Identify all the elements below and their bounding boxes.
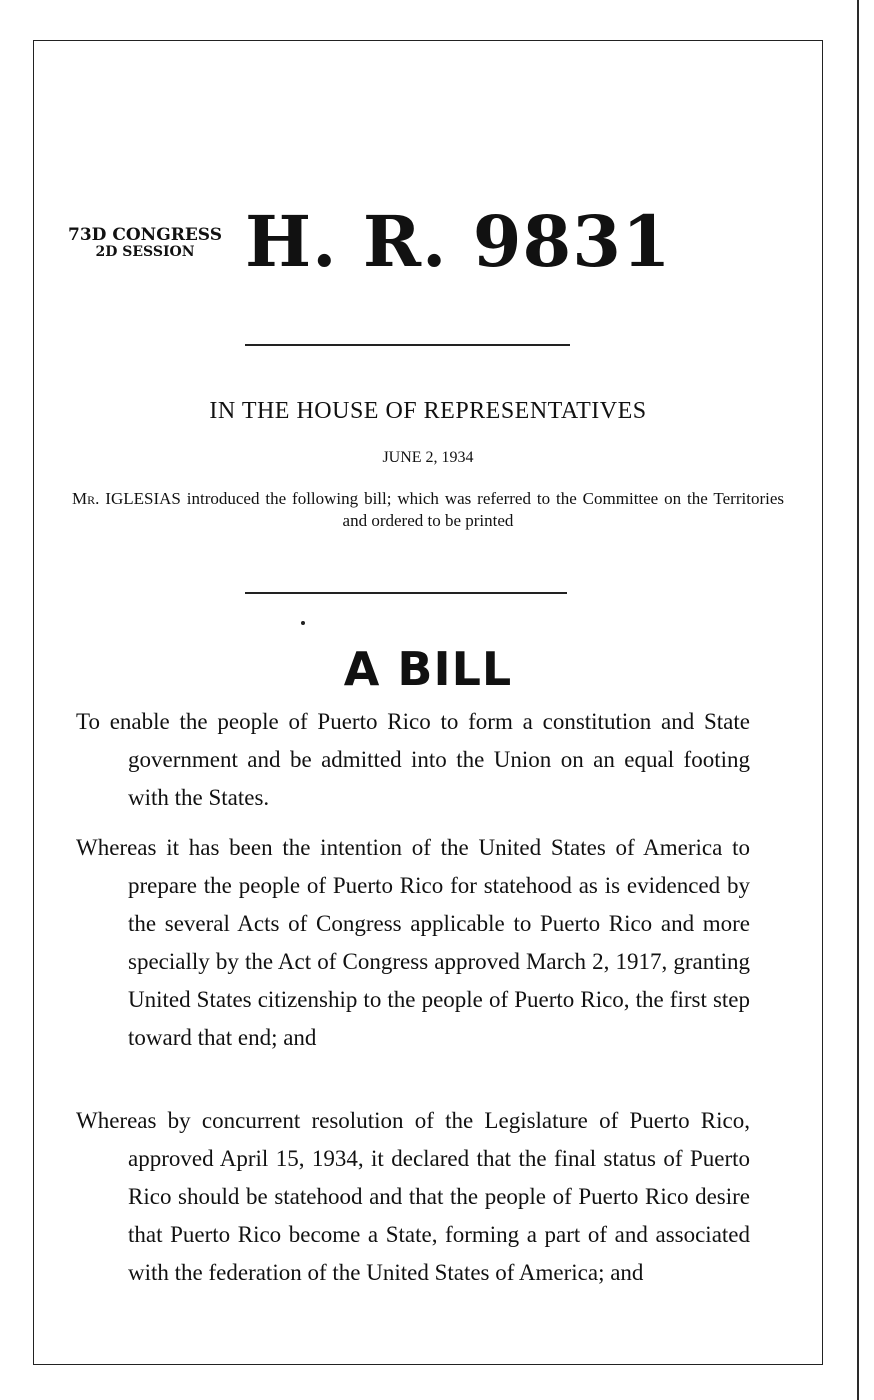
sponsor-name: Mr. IGLESIAS	[72, 489, 181, 508]
divider-rule-bottom	[245, 592, 567, 594]
bill-heading: A BILL	[343, 642, 513, 696]
introduction-statement	[72, 488, 784, 532]
congress-label: 73D CONGRESS	[68, 225, 222, 245]
session-label: 2D SESSION	[95, 243, 195, 260]
divider-rule-top	[245, 344, 570, 346]
introduction-date: JUNE 2, 1934	[382, 449, 474, 466]
bill-number: H. R. 9831	[245, 200, 672, 283]
bill-title-paragraph: To enable the people of Puerto Rico to form a constitution and State government and be admitted into the Union on an equal footing with the States.	[76, 709, 750, 810]
whereas-clause-2: Whereas by concurrent resolution of the Legislature of Puerto Rico, approved April 15, 1934, it declared that the final status of Puerto Rico should be statehood and that the people of Puerto Rico desire that Puerto Rico become a State, forming a part of and associated with the federation of the United States of America; and	[76, 1108, 750, 1285]
chamber-title: IN THE HOUSE OF REPRESENTATIVES	[209, 398, 647, 424]
introduction-text: introduced the following bill; which was referred to the Committee on the Territories and ordered to be printed	[180, 489, 784, 530]
whereas-clause-1: Whereas it has been the intention of the United States of America to prepare the people of Puerto Rico for statehood as is evidenced by the several Acts of Congress applicable to Puerto Rico and more specially by the Act of Congress approved March 2, 1917, granting United States citizenship to the people of Puerto Rico, the first step toward that end; and	[76, 835, 750, 1050]
print-speck	[301, 621, 305, 625]
page-edge-line	[857, 0, 859, 1400]
congress-session-block	[60, 227, 230, 260]
